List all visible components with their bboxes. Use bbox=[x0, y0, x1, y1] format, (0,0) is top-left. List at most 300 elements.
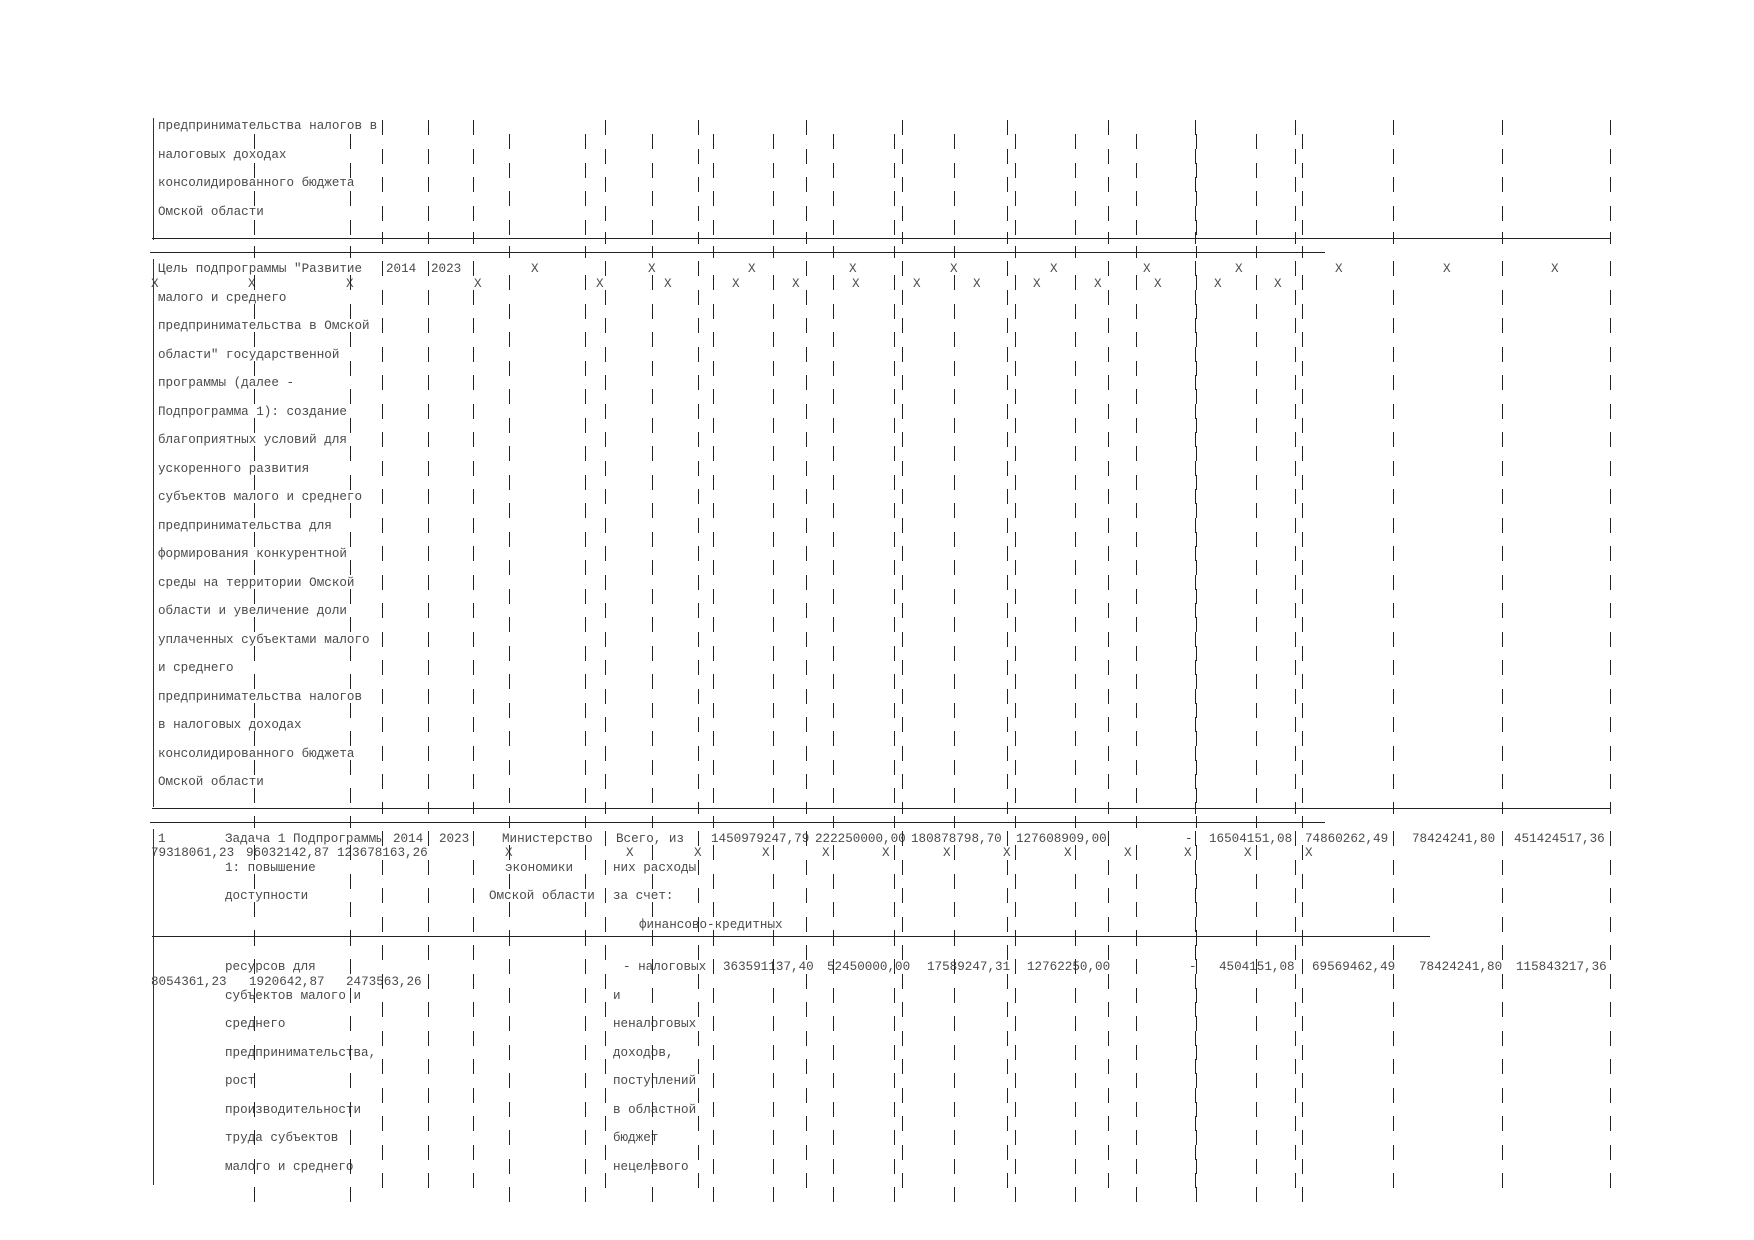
column-divider bbox=[806, 603, 807, 618]
tax-value: 4504151,08 bbox=[1219, 960, 1295, 974]
column-divider bbox=[713, 1102, 714, 1117]
column-divider bbox=[428, 660, 429, 675]
column-divider bbox=[382, 974, 383, 989]
row-separator bbox=[152, 808, 1610, 809]
column-divider bbox=[1108, 318, 1109, 333]
column-divider bbox=[806, 1002, 807, 1017]
column-divider bbox=[382, 375, 383, 390]
column-divider bbox=[954, 959, 955, 974]
column-divider bbox=[1136, 988, 1137, 1003]
x-mark: X bbox=[1064, 846, 1072, 860]
column-divider bbox=[698, 974, 699, 989]
column-divider bbox=[1007, 318, 1008, 333]
column-divider bbox=[773, 902, 774, 917]
column-divider bbox=[350, 1130, 351, 1145]
column-divider bbox=[428, 177, 429, 192]
column-divider bbox=[698, 603, 699, 618]
column-divider bbox=[1393, 1173, 1394, 1188]
column-divider bbox=[254, 163, 255, 178]
column-divider bbox=[773, 191, 774, 206]
column-divider bbox=[350, 589, 351, 604]
column-divider bbox=[254, 191, 255, 206]
column-divider bbox=[1256, 560, 1257, 575]
column-divider bbox=[473, 375, 474, 390]
tax-value: 363591137,40 bbox=[723, 960, 814, 974]
column-divider bbox=[833, 1102, 834, 1117]
column-divider bbox=[954, 446, 955, 461]
column-divider bbox=[254, 1102, 255, 1117]
column-divider bbox=[1295, 1173, 1296, 1188]
column-divider bbox=[698, 177, 699, 192]
column-divider bbox=[1108, 206, 1109, 221]
column-divider bbox=[833, 731, 834, 746]
column-divider bbox=[806, 432, 807, 447]
task-name-line: финансово-кредитных bbox=[639, 918, 783, 932]
goal-name-line: предпринимательства в Омской bbox=[158, 319, 370, 333]
executor-line: экономики bbox=[505, 861, 574, 875]
column-divider bbox=[254, 874, 255, 889]
column-divider bbox=[585, 617, 586, 632]
column-divider bbox=[509, 617, 510, 632]
column-divider bbox=[713, 646, 714, 661]
separator-tick bbox=[954, 816, 955, 828]
column-divider bbox=[1007, 888, 1008, 903]
separator-tick bbox=[894, 246, 895, 258]
column-divider bbox=[473, 149, 474, 164]
column-divider bbox=[1295, 177, 1296, 192]
column-divider bbox=[1295, 746, 1296, 761]
column-divider bbox=[473, 1002, 474, 1017]
separator-tick bbox=[652, 816, 653, 828]
column-divider bbox=[894, 389, 895, 404]
column-divider bbox=[902, 149, 903, 164]
column-divider bbox=[509, 532, 510, 547]
column-divider bbox=[713, 134, 714, 149]
column-divider bbox=[1302, 959, 1303, 974]
column-divider bbox=[382, 177, 383, 192]
column-divider bbox=[350, 191, 351, 206]
column-divider bbox=[1007, 177, 1008, 192]
column-divider bbox=[894, 1045, 895, 1060]
column-divider bbox=[585, 1159, 586, 1174]
column-divider bbox=[1015, 503, 1016, 518]
column-divider bbox=[1302, 361, 1303, 376]
column-divider bbox=[773, 532, 774, 547]
column-divider bbox=[1196, 988, 1197, 1003]
column-divider bbox=[902, 375, 903, 390]
column-divider bbox=[902, 1059, 903, 1074]
column-divider bbox=[1302, 731, 1303, 746]
column-divider bbox=[1302, 503, 1303, 518]
x-mark: X bbox=[849, 262, 857, 276]
column-divider bbox=[254, 589, 255, 604]
column-divider bbox=[713, 418, 714, 433]
column-divider bbox=[713, 389, 714, 404]
column-divider bbox=[1502, 689, 1503, 704]
column-divider bbox=[773, 874, 774, 889]
separator-tick bbox=[254, 816, 255, 828]
column-divider bbox=[1108, 1173, 1109, 1188]
column-divider bbox=[1393, 945, 1394, 960]
column-divider bbox=[1015, 902, 1016, 917]
column-divider bbox=[806, 888, 807, 903]
separator-tick bbox=[806, 232, 807, 244]
separator-tick bbox=[509, 246, 510, 258]
column-divider bbox=[652, 788, 653, 803]
column-divider bbox=[1007, 603, 1008, 618]
column-divider bbox=[1196, 874, 1197, 889]
column-divider bbox=[473, 974, 474, 989]
column-divider bbox=[585, 418, 586, 433]
column-divider bbox=[1393, 689, 1394, 704]
column-divider bbox=[652, 220, 653, 235]
column-divider bbox=[1195, 149, 1196, 164]
separator-tick bbox=[652, 246, 653, 258]
column-divider bbox=[698, 375, 699, 390]
text-line: предпринимательства налогов в bbox=[158, 119, 378, 133]
column-divider bbox=[1393, 461, 1394, 476]
column-divider bbox=[1007, 432, 1008, 447]
column-divider bbox=[1196, 1016, 1197, 1031]
column-divider bbox=[1502, 632, 1503, 647]
separator-tick bbox=[1108, 802, 1109, 814]
column-divider bbox=[833, 1130, 834, 1145]
column-divider bbox=[713, 304, 714, 319]
column-divider bbox=[605, 1116, 606, 1131]
column-divider bbox=[382, 575, 383, 590]
column-divider bbox=[1610, 575, 1611, 590]
column-divider bbox=[698, 860, 699, 875]
column-divider bbox=[1295, 461, 1296, 476]
column-divider bbox=[1256, 134, 1257, 149]
column-divider bbox=[833, 874, 834, 889]
column-divider bbox=[1502, 575, 1503, 590]
column-divider bbox=[1136, 674, 1137, 689]
task-name-line: Задача 1 Подпрограммы bbox=[225, 832, 384, 846]
column-divider bbox=[1302, 646, 1303, 661]
column-divider bbox=[1610, 404, 1611, 419]
column-divider bbox=[254, 1045, 255, 1060]
column-divider bbox=[254, 617, 255, 632]
column-divider bbox=[902, 206, 903, 221]
column-divider bbox=[894, 646, 895, 661]
column-divider bbox=[1007, 917, 1008, 932]
column-divider bbox=[1075, 760, 1076, 775]
column-divider bbox=[833, 332, 834, 347]
column-divider bbox=[1195, 689, 1196, 704]
tax-value: 17589247,31 bbox=[927, 960, 1011, 974]
column-divider bbox=[652, 674, 653, 689]
column-divider bbox=[652, 988, 653, 1003]
column-divider bbox=[254, 361, 255, 376]
column-divider bbox=[1256, 1102, 1257, 1117]
column-divider bbox=[1256, 275, 1257, 290]
column-divider bbox=[605, 774, 606, 789]
column-divider bbox=[698, 290, 699, 305]
column-divider bbox=[773, 845, 774, 860]
column-divider bbox=[1393, 1059, 1394, 1074]
column-divider bbox=[1196, 1187, 1197, 1202]
column-divider bbox=[1195, 746, 1196, 761]
column-divider bbox=[1393, 1031, 1394, 1046]
goal-name-line: предпринимательства для bbox=[158, 519, 332, 533]
column-divider bbox=[954, 560, 955, 575]
column-divider bbox=[1007, 831, 1008, 846]
column-divider bbox=[350, 617, 351, 632]
column-divider bbox=[1610, 461, 1611, 476]
column-divider bbox=[428, 603, 429, 618]
column-divider bbox=[773, 589, 774, 604]
column-divider bbox=[1108, 689, 1109, 704]
column-divider bbox=[1195, 1145, 1196, 1160]
column-divider bbox=[1295, 149, 1296, 164]
column-divider bbox=[1195, 1088, 1196, 1103]
total-value: 16504151,08 bbox=[1209, 832, 1293, 846]
goal-year-start: 2014 bbox=[386, 262, 417, 276]
column-divider bbox=[585, 988, 586, 1003]
column-divider bbox=[473, 746, 474, 761]
column-divider bbox=[1393, 518, 1394, 533]
column-divider bbox=[1256, 646, 1257, 661]
column-divider bbox=[350, 220, 351, 235]
separator-tick bbox=[894, 816, 895, 828]
column-divider bbox=[1075, 275, 1076, 290]
column-divider bbox=[1136, 389, 1137, 404]
task-year-start: 2014 bbox=[393, 832, 424, 846]
column-divider bbox=[1502, 974, 1503, 989]
column-divider bbox=[698, 120, 699, 135]
column-divider bbox=[773, 503, 774, 518]
column-divider bbox=[954, 703, 955, 718]
column-divider bbox=[806, 177, 807, 192]
column-divider bbox=[652, 959, 653, 974]
column-divider bbox=[1610, 1088, 1611, 1103]
goal-name-line: Подпрограмма 1): создание bbox=[158, 405, 347, 419]
column-divider bbox=[473, 518, 474, 533]
column-divider bbox=[1295, 1145, 1296, 1160]
column-divider bbox=[833, 304, 834, 319]
column-divider bbox=[894, 220, 895, 235]
column-divider bbox=[473, 318, 474, 333]
column-divider bbox=[1015, 1159, 1016, 1174]
column-divider bbox=[1256, 1159, 1257, 1174]
separator-tick bbox=[713, 246, 714, 258]
column-divider bbox=[773, 1016, 774, 1031]
column-divider bbox=[652, 418, 653, 433]
column-divider bbox=[773, 275, 774, 290]
column-divider bbox=[473, 461, 474, 476]
column-divider bbox=[1195, 860, 1196, 875]
column-divider bbox=[509, 731, 510, 746]
column-divider bbox=[350, 703, 351, 718]
column-divider bbox=[585, 959, 586, 974]
column-divider bbox=[806, 1173, 807, 1188]
column-divider bbox=[954, 902, 955, 917]
column-divider bbox=[652, 1073, 653, 1088]
column-divider bbox=[382, 774, 383, 789]
x-mark: X bbox=[1274, 277, 1282, 291]
task-name-line: субъектов малого и bbox=[225, 989, 362, 1003]
tax-value: 12762250,00 bbox=[1027, 960, 1111, 974]
column-divider bbox=[1015, 674, 1016, 689]
x-mark: X bbox=[248, 277, 256, 291]
column-divider bbox=[713, 589, 714, 604]
column-divider bbox=[605, 404, 606, 419]
column-divider bbox=[1393, 546, 1394, 561]
column-divider bbox=[833, 760, 834, 775]
column-divider bbox=[806, 1116, 807, 1131]
column-divider bbox=[428, 774, 429, 789]
column-divider bbox=[1502, 518, 1503, 533]
column-divider bbox=[382, 831, 383, 846]
separator-tick bbox=[1196, 246, 1197, 258]
column-divider bbox=[1295, 831, 1296, 846]
column-divider bbox=[1075, 646, 1076, 661]
column-divider bbox=[1015, 617, 1016, 632]
column-divider bbox=[382, 1116, 383, 1131]
column-divider bbox=[902, 1002, 903, 1017]
column-divider bbox=[698, 831, 699, 846]
column-divider bbox=[894, 1159, 895, 1174]
column-divider bbox=[806, 1059, 807, 1074]
column-divider bbox=[902, 290, 903, 305]
column-divider bbox=[1015, 275, 1016, 290]
column-divider bbox=[1610, 774, 1611, 789]
column-divider bbox=[652, 134, 653, 149]
column-divider bbox=[382, 717, 383, 732]
column-divider bbox=[713, 332, 714, 347]
column-divider bbox=[585, 674, 586, 689]
goal-name-line: уплаченных субъектами малого bbox=[158, 633, 370, 647]
column-divider bbox=[605, 689, 606, 704]
column-divider bbox=[473, 717, 474, 732]
column-divider bbox=[773, 304, 774, 319]
separator-tick bbox=[350, 930, 351, 942]
column-divider bbox=[350, 902, 351, 917]
column-divider bbox=[473, 774, 474, 789]
column-divider bbox=[1502, 1145, 1503, 1160]
column-divider bbox=[902, 318, 903, 333]
column-divider bbox=[1195, 888, 1196, 903]
column-divider bbox=[605, 860, 606, 875]
column-divider bbox=[698, 660, 699, 675]
task-name-line: рост bbox=[225, 1074, 256, 1088]
column-divider bbox=[894, 1102, 895, 1117]
column-divider bbox=[382, 461, 383, 476]
column-divider bbox=[1196, 163, 1197, 178]
column-divider bbox=[698, 461, 699, 476]
column-divider bbox=[652, 617, 653, 632]
column-divider bbox=[473, 860, 474, 875]
column-divider bbox=[254, 902, 255, 917]
column-divider bbox=[894, 475, 895, 490]
column-divider bbox=[1075, 1130, 1076, 1145]
column-divider bbox=[382, 206, 383, 221]
column-divider bbox=[652, 191, 653, 206]
column-divider bbox=[954, 617, 955, 632]
column-divider bbox=[1075, 874, 1076, 889]
column-divider bbox=[698, 1145, 699, 1160]
column-divider bbox=[1108, 1116, 1109, 1131]
column-divider bbox=[1075, 1016, 1076, 1031]
column-divider bbox=[1015, 845, 1016, 860]
column-divider bbox=[773, 361, 774, 376]
x-mark: X bbox=[1214, 277, 1222, 291]
column-divider bbox=[509, 361, 510, 376]
column-divider bbox=[1136, 503, 1137, 518]
column-divider bbox=[1196, 617, 1197, 632]
column-divider bbox=[652, 446, 653, 461]
tax-value: 52450000,00 bbox=[827, 960, 911, 974]
x-mark: X bbox=[822, 846, 830, 860]
column-divider bbox=[773, 1130, 774, 1145]
x-mark: X bbox=[505, 846, 513, 860]
column-divider bbox=[894, 532, 895, 547]
column-divider bbox=[833, 361, 834, 376]
separator-tick bbox=[698, 802, 699, 814]
column-divider bbox=[773, 418, 774, 433]
column-divider bbox=[254, 988, 255, 1003]
column-divider bbox=[1075, 988, 1076, 1003]
column-divider bbox=[713, 446, 714, 461]
x-mark: X bbox=[1143, 262, 1151, 276]
separator-tick bbox=[1393, 802, 1394, 814]
column-divider bbox=[894, 418, 895, 433]
column-divider bbox=[652, 1102, 653, 1117]
column-divider bbox=[605, 261, 606, 276]
column-divider bbox=[1136, 163, 1137, 178]
column-divider bbox=[806, 1031, 807, 1046]
column-divider bbox=[1075, 589, 1076, 604]
column-divider bbox=[1007, 290, 1008, 305]
column-divider bbox=[1610, 945, 1611, 960]
column-divider bbox=[585, 760, 586, 775]
column-divider bbox=[652, 703, 653, 718]
column-divider bbox=[833, 589, 834, 604]
column-divider bbox=[1015, 134, 1016, 149]
column-divider bbox=[585, 446, 586, 461]
column-divider bbox=[652, 389, 653, 404]
column-divider bbox=[1136, 191, 1137, 206]
x-mark: X bbox=[1244, 846, 1252, 860]
column-divider bbox=[428, 206, 429, 221]
column-divider bbox=[1108, 518, 1109, 533]
column-divider bbox=[713, 1130, 714, 1145]
column-divider bbox=[1295, 660, 1296, 675]
column-divider bbox=[428, 575, 429, 590]
separator-tick bbox=[1136, 930, 1137, 942]
column-divider bbox=[713, 475, 714, 490]
column-divider bbox=[350, 304, 351, 319]
x-mark: X bbox=[1235, 262, 1243, 276]
separator-tick bbox=[1256, 246, 1257, 258]
column-divider bbox=[833, 503, 834, 518]
goal-name-line: в налоговых доходах bbox=[158, 718, 302, 732]
column-divider bbox=[954, 361, 955, 376]
separator-tick bbox=[713, 930, 714, 942]
column-divider bbox=[1610, 917, 1611, 932]
x-mark: X bbox=[973, 277, 981, 291]
column-divider bbox=[1195, 206, 1196, 221]
column-divider bbox=[382, 149, 383, 164]
column-divider bbox=[350, 674, 351, 689]
column-divider bbox=[1302, 446, 1303, 461]
column-divider bbox=[806, 1088, 807, 1103]
column-divider bbox=[428, 489, 429, 504]
column-divider bbox=[509, 1073, 510, 1088]
column-divider bbox=[1610, 660, 1611, 675]
column-divider bbox=[806, 689, 807, 704]
